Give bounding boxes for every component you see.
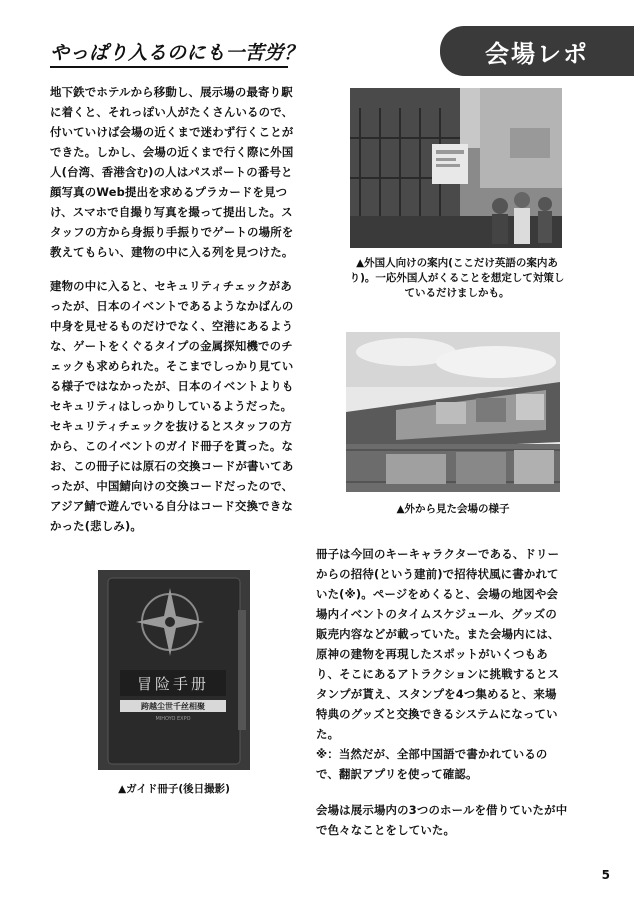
page-number: 5	[601, 868, 610, 882]
heading-underline	[50, 66, 288, 68]
paragraph-note: ※：当然だが、全部中国語で書かれているので、翻訳アプリを使って確認。	[316, 747, 548, 781]
photo-guide-booklet	[98, 570, 250, 770]
paragraph-security: 建物の中に入ると、セキュリティチェックがあったが、日本のイベントであるようなかばんの中身を見せるものだけでなく、空港にあるような、ゲートをくぐるタイプの金属探知機でのチェックも求められた。そこまでしっかり見ている様子ではなかったが、日本のイベントよりもセキュリティはしっかりしているようだった。セキュリティチェックを抜けるとスタッフの方から、このイベントのガイド冊子を貰った。なお、この冊子には原石の交換コードが書いてあったが、中国鯖向けの交換コードだったので、アジア鯖で遊んでいる自分はコード交換できなかった(悲しみ)。	[50, 279, 294, 533]
paragraph-halls: 会場は展示場内の3つのホールを借りていたが中で色々なことをしていた。	[316, 803, 568, 837]
booklet-subtitle: 跨越尘世千丝相聚	[141, 701, 205, 711]
caption-venue-exterior: ▲外から見た会場の様子	[396, 503, 510, 515]
paragraph-booklet: 冊子は今回のキーキャラクターである、ドリーからの招待(という建前)で招待状風に書かれていた(※)。ページをめくると、会場の地図や会場内イベントのタイムスケジュール、グッズの販売内容などが載っていた。また会場内には、原神の建物を再現したスポットがいくつもあり、そこにあるアトラクションに挑戦するとスタンプが貰え、スタンプを4つ集めると、来場特典のグッズと交換できるシステムになっていた。	[316, 547, 560, 741]
section-tab: 会場レポ	[440, 26, 634, 76]
booklet-romaji: MIHOYO EXPO	[155, 716, 191, 722]
article-heading: やっぱり入るのにも一苦労？	[50, 42, 304, 64]
booklet-title: 冒险手册	[136, 675, 209, 693]
paragraph-access: 地下鉄でホテルから移動し、展示場の最寄り駅に着くと、それっぽい人がたくさんいるので、付いていけば会場の近くまで迷わず行くことができた。しかし、会場の近くまで行く際に外国人(台湾、香港含む)の人はパスポートの番号と顔写真のWeb提出を求めるプラカードを見つけ、スマホで自撮り写真を撮って提出した。スタッフの方から身振り手振りでゲートの場所を教えてもらい、建物の中に入る列を見つけた。	[50, 85, 294, 259]
caption-guide-booklet: ▲ガイド冊子(後日撮影)	[118, 783, 230, 795]
photo-venue-exterior	[346, 332, 560, 492]
caption-entrance-sign: ▲外国人向けの案内(ここだけ英語の案内あり)。一応外国人がくることを想定して対策しているだけましかも。	[349, 257, 565, 299]
photo-entrance-sign	[350, 88, 562, 248]
